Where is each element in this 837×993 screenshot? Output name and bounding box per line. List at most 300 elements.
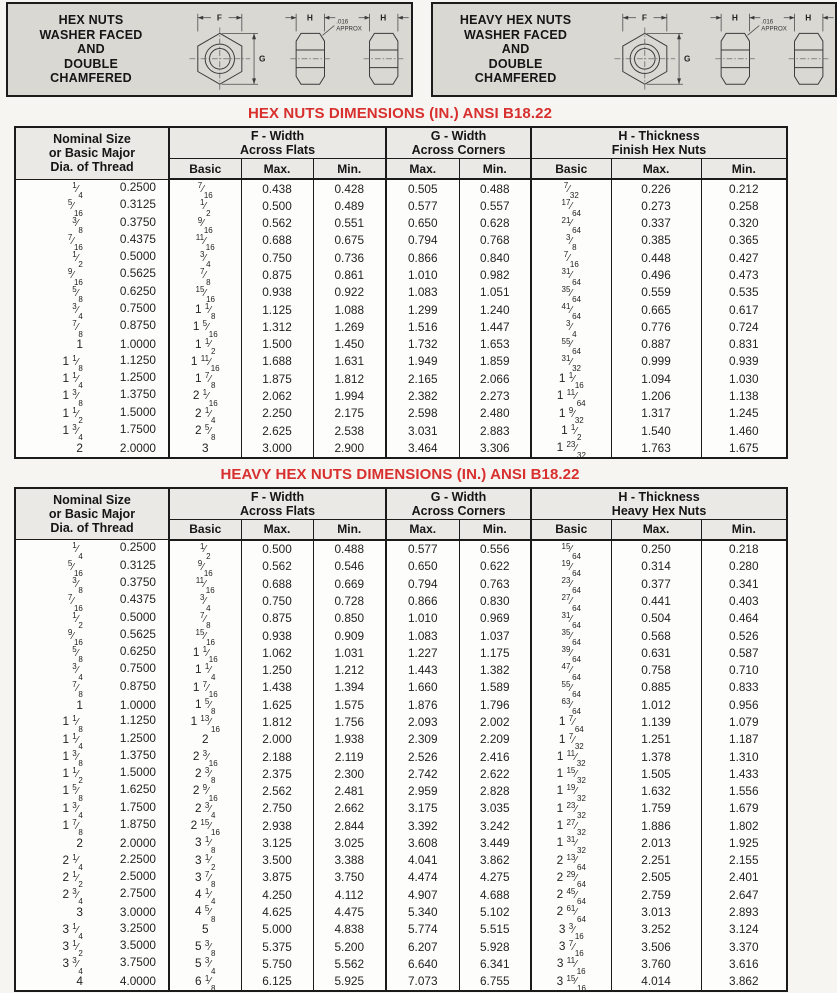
table-cell: $^{15}⁄_{64}$ <box>531 540 611 558</box>
caption-line: DOUBLE <box>64 56 118 71</box>
table-cell: 1.876 <box>386 696 459 713</box>
table-cell: 2.165 <box>386 370 459 387</box>
table-cell: $^7⁄_{16}$ <box>531 249 611 266</box>
table-cell: 2.309 <box>386 731 459 748</box>
hex-nut-technical-drawing <box>166 4 411 95</box>
heavy-hex-nuts-table-container <box>14 487 786 992</box>
cell-nominal: $^9⁄_{16}$ 0.5625 <box>67 626 156 648</box>
table-cell: 0.675 <box>313 232 386 249</box>
table-cell: $^1⁄_2$ <box>169 540 241 558</box>
table-cell: 4.625 <box>241 903 313 920</box>
table-cell: 3.306 <box>459 439 531 457</box>
table-cell: 5.000 <box>241 921 313 938</box>
table-cell: 2 $^{13}⁄_{64}$ <box>531 852 611 869</box>
table-cell: 2.481 <box>313 782 386 799</box>
table-cell: 1.675 <box>701 439 787 457</box>
table-row <box>15 869 787 886</box>
table-row <box>15 782 787 799</box>
cell-nominal: 3 3.0000 <box>76 905 156 920</box>
table-cell: 1.938 <box>313 731 386 748</box>
table-cell: 1.994 <box>313 387 386 404</box>
table-cell: 1.540 <box>611 422 701 439</box>
table-cell: 1.187 <box>701 731 787 748</box>
table-cell: 0.314 <box>611 558 701 575</box>
table-cell: 1.500 <box>241 336 313 353</box>
table-cell: 3.608 <box>386 834 459 851</box>
table-cell: 2.273 <box>459 387 531 404</box>
caption-line: AND <box>77 42 105 57</box>
table-cell: 1.088 <box>313 301 386 318</box>
dim-label-f: F <box>216 12 222 23</box>
arrowhead <box>291 16 296 20</box>
table-cell: 5.774 <box>386 921 459 938</box>
table-row <box>15 197 787 214</box>
header-subcolumn: Basic <box>531 519 611 540</box>
table-cell: $^7⁄_8$ <box>169 610 241 627</box>
caption-line: WASHER FACED <box>464 27 568 42</box>
cell-nominal: $^7⁄_{16}$ 0.4375 <box>67 592 156 613</box>
table-cell: 0.736 <box>313 249 386 266</box>
table-cell: $^9⁄_{16}$ <box>169 215 241 232</box>
table-cell: 0.551 <box>313 215 386 232</box>
table-cell: 0.710 <box>701 661 787 678</box>
table-cell: 0.861 <box>313 266 386 283</box>
table-cell: 2 $^{45}⁄_{64}$ <box>531 886 611 903</box>
table-cell: 2 $^{29}⁄_{64}$ <box>531 869 611 886</box>
table-cell: 3.125 <box>241 834 313 851</box>
table-cell: 0.473 <box>701 266 787 283</box>
arrowhead <box>661 16 666 20</box>
table-row <box>15 955 787 972</box>
header-group: G - Width Across Corners <box>386 127 531 159</box>
table-row <box>15 731 787 748</box>
table-cell: 2.000 <box>241 731 313 748</box>
table-cell: 1.312 <box>241 318 313 335</box>
cell-nominal: 3 $^1⁄_4$ 3.2500 <box>62 920 156 941</box>
table-cell: 1.394 <box>313 679 386 696</box>
table-cell: 0.577 <box>386 540 459 558</box>
table-cell: 0.631 <box>611 644 701 661</box>
table-cell: 1 $^1⁄_8$ <box>169 301 241 318</box>
table-cell: 1.653 <box>459 336 531 353</box>
table-cell: 2 $^3⁄_{16}$ <box>169 748 241 765</box>
cell-nominal: 1 1.0000 <box>76 697 156 712</box>
table-cell: $^{11}⁄_{16}$ <box>169 232 241 249</box>
table-cell: 2.505 <box>611 869 701 886</box>
table-cell: 1.382 <box>459 661 531 678</box>
table-cell: 1.925 <box>701 834 787 851</box>
table-cell: $^7⁄_{16}$ <box>169 179 241 197</box>
table-row <box>15 266 787 283</box>
table-cell: $^9⁄_{16}$ <box>169 558 241 575</box>
table-cell: 5.562 <box>313 955 386 972</box>
table-row <box>15 661 787 678</box>
table-cell: 0.438 <box>241 179 313 197</box>
table-cell: 2.900 <box>313 439 386 457</box>
table-cell: 7.073 <box>386 973 459 991</box>
table-cell: 1 $^1⁄_2$ <box>169 336 241 353</box>
table-cell: 1.886 <box>611 817 701 834</box>
header-subcolumn: Max. <box>611 159 701 180</box>
table-cell: 1 $^{11}⁄_{16}$ <box>169 353 241 370</box>
cell-nominal: 1 $^3⁄_8$ 1.3750 <box>62 387 156 408</box>
table-cell: 0.831 <box>701 336 787 353</box>
table-cell: 2.013 <box>611 834 701 851</box>
table-row <box>15 422 787 439</box>
table-cell: 0.650 <box>386 558 459 575</box>
table-cell: 0.337 <box>611 215 701 232</box>
washer-face-note: APPROX <box>760 25 787 33</box>
table-cell: 0.794 <box>386 575 459 592</box>
table-cell: $^{11}⁄_{16}$ <box>169 575 241 592</box>
table-cell: 0.448 <box>611 249 701 266</box>
table-cell: 3.370 <box>701 938 787 955</box>
dim-label-g: G <box>258 53 266 64</box>
table-cell: 2.526 <box>386 748 459 765</box>
table-cell: 1.812 <box>313 370 386 387</box>
table-cell: 1.625 <box>241 696 313 713</box>
table-cell: 0.688 <box>241 575 313 592</box>
header-subcolumn: Max. <box>386 519 459 540</box>
table-cell: 3.175 <box>386 800 459 817</box>
table-cell: 2.893 <box>701 903 787 920</box>
table-cell: 3.388 <box>313 852 386 869</box>
table-cell: 1.589 <box>459 679 531 696</box>
table-cell: 1 $^{15}⁄_{32}$ <box>531 765 611 782</box>
table-cell: 1 $^{27}⁄_{32}$ <box>531 817 611 834</box>
table-cell: 6.341 <box>459 955 531 972</box>
cell-nominal: $^3⁄_4$ 0.7500 <box>72 300 156 322</box>
arrowhead <box>622 16 627 20</box>
cell-nominal: $^3⁄_8$ 0.3750 <box>72 575 156 596</box>
table-cell: $^{41}⁄_{64}$ <box>531 301 611 318</box>
table-cell: 4 $^5⁄_8$ <box>169 903 241 920</box>
cell-nominal: 2 $^3⁄_4$ 2.7500 <box>62 886 156 907</box>
table-cell: 3.750 <box>313 869 386 886</box>
table-cell: 5 $^3⁄_8$ <box>169 938 241 955</box>
arrowhead <box>677 33 681 39</box>
table-cell: 0.956 <box>701 696 787 713</box>
cell-nominal: 4 4.0000 <box>76 974 156 989</box>
table-cell: $^{15}⁄_{16}$ <box>169 627 241 644</box>
header-group: F - Width Across Flats <box>169 127 386 159</box>
arrowhead <box>252 78 256 84</box>
table-cell: 1.505 <box>611 765 701 782</box>
table-cell: 5.102 <box>459 903 531 920</box>
table-cell: 1.875 <box>241 370 313 387</box>
table-cell: 3 $^7⁄_8$ <box>169 869 241 886</box>
table-row <box>15 938 787 955</box>
table-cell: 3.616 <box>701 955 787 972</box>
header-nominal-size: Nominal Size or Basic Major Dia. of Thread <box>15 488 169 540</box>
table-cell: 1.632 <box>611 782 701 799</box>
table-cell: 1.245 <box>701 405 787 422</box>
table-cell: $^3⁄_4$ <box>169 592 241 609</box>
arrowhead <box>325 16 330 20</box>
table-cell: 0.212 <box>701 179 787 197</box>
table-cell: 3.013 <box>611 903 701 920</box>
table-cell: 2.959 <box>386 782 459 799</box>
cell-nominal: 1 1.0000 <box>76 337 156 352</box>
table-cell: 2 $^1⁄_4$ <box>169 405 241 422</box>
cell-nominal: 1 $^7⁄_8$ 1.8750 <box>62 817 156 838</box>
table-cell: 1.212 <box>313 661 386 678</box>
table-row <box>15 610 787 627</box>
cell-nominal: 1 $^3⁄_4$ 1.7500 <box>62 421 156 443</box>
table-row <box>15 921 787 938</box>
caption-line: CHAMFERED <box>474 71 557 86</box>
table-cell: 2 $^3⁄_4$ <box>169 800 241 817</box>
table-cell: 3.862 <box>459 852 531 869</box>
table-row <box>15 817 787 834</box>
table-cell: 3.500 <box>241 852 313 869</box>
arrowhead <box>252 33 256 39</box>
cell-nominal: 1 $^1⁄_8$ 1.1250 <box>62 352 156 374</box>
cell-nominal: 1 $^5⁄_8$ 1.6250 <box>62 782 156 803</box>
table-row <box>15 696 787 713</box>
table-cell: 0.840 <box>459 249 531 266</box>
table-row <box>15 973 787 991</box>
table-cell: 0.628 <box>459 215 531 232</box>
table-cell: 4.250 <box>241 886 313 903</box>
header-subcolumn: Max. <box>611 519 701 540</box>
table-cell: 1.516 <box>386 318 459 335</box>
cell-nominal: $^3⁄_4$ 0.7500 <box>72 661 156 682</box>
table-cell: 0.885 <box>611 679 701 696</box>
table-cell: 2.119 <box>313 748 386 765</box>
table-cell: 1.443 <box>386 661 459 678</box>
cell-nominal: 2 2.0000 <box>76 440 156 455</box>
table-cell: 2 $^3⁄_8$ <box>169 765 241 782</box>
cell-nominal: 2 $^1⁄_2$ 2.5000 <box>62 868 156 890</box>
header-nominal-size: Nominal Size or Basic Major Dia. of Thread <box>15 127 169 179</box>
cell-nominal: 1 $^1⁄_4$ 1.2500 <box>62 730 156 751</box>
table-cell: 0.750 <box>241 249 313 266</box>
table-cell: 1.240 <box>459 301 531 318</box>
table-cell: 1 $^{11}⁄_{32}$ <box>531 748 611 765</box>
table-cell: 1.438 <box>241 679 313 696</box>
table-cell: 1.010 <box>386 610 459 627</box>
table-cell: 0.535 <box>701 284 787 301</box>
table-cell: 2.300 <box>313 765 386 782</box>
table-cell: 0.489 <box>313 197 386 214</box>
table-cell: 1 $^5⁄_8$ <box>169 696 241 713</box>
table-cell: 1 $^{23}⁄_{32}$ <box>531 439 611 457</box>
table-row <box>15 249 787 266</box>
table-cell: 2.750 <box>241 800 313 817</box>
table-row <box>15 852 787 869</box>
table-cell: 0.830 <box>459 592 531 609</box>
table-cell: 1.031 <box>313 644 386 661</box>
header-subcolumn: Max. <box>241 519 313 540</box>
table-row <box>15 903 787 920</box>
table-cell: 2.647 <box>701 886 787 903</box>
cell-nominal: $^1⁄_2$ 0.5000 <box>72 249 156 270</box>
table-cell: 0.875 <box>241 266 313 283</box>
table-cell: 0.938 <box>241 284 313 301</box>
table-cell: 2.480 <box>459 405 531 422</box>
table-cell: 4.907 <box>386 886 459 903</box>
table-cell: $^{39}⁄_{64}$ <box>531 644 611 661</box>
table-cell: 1.310 <box>701 748 787 765</box>
table-cell: 1 $^{13}⁄_{16}$ <box>169 713 241 730</box>
table-cell: 3.862 <box>701 973 787 991</box>
dim-label-h: H <box>306 12 313 23</box>
table-cell: 1.251 <box>611 731 701 748</box>
table-cell: 1.079 <box>701 713 787 730</box>
table-cell: 1.949 <box>386 353 459 370</box>
table-cell: 1.083 <box>386 284 459 301</box>
dim-label-h: H <box>731 12 738 23</box>
table-cell: 2.625 <box>241 422 313 439</box>
table-cell: 2.742 <box>386 765 459 782</box>
table-cell: 0.273 <box>611 197 701 214</box>
cell-nominal: 3 $^3⁄_4$ 3.7500 <box>62 955 156 976</box>
table-cell: 1.759 <box>611 800 701 817</box>
caption-line: AND <box>501 42 530 57</box>
table-cell: 0.938 <box>241 627 313 644</box>
header-subcolumn: Basic <box>531 159 611 180</box>
table-row <box>15 834 787 851</box>
table-cell: 0.982 <box>459 266 531 283</box>
caption-line: HEAVY HEX NUTS <box>459 13 572 28</box>
table-cell: 0.218 <box>701 540 787 558</box>
heavy-hex-nuts-table-title: HEAVY HEX NUTS DIMENSIONS (IN.) ANSI B18.22 <box>220 465 580 483</box>
cell-nominal: $^1⁄_4$ 0.2500 <box>72 179 156 201</box>
table-cell: 6.207 <box>386 938 459 955</box>
table-cell: 0.587 <box>701 644 787 661</box>
table-cell: 4.275 <box>459 869 531 886</box>
table-cell: 2.175 <box>313 405 386 422</box>
table-cell: 1.460 <box>701 422 787 439</box>
cell-nominal: 1 $^1⁄_4$ 1.2500 <box>62 370 156 391</box>
caption-line: WASHER FACED <box>39 27 143 42</box>
table-cell: 1.802 <box>701 817 787 834</box>
table-cell: $^{47}⁄_{64}$ <box>531 661 611 678</box>
cell-nominal: 3 $^1⁄_2$ 3.5000 <box>62 937 156 959</box>
table-row <box>15 800 787 817</box>
table-cell: 1.012 <box>611 696 701 713</box>
arrowhead <box>236 16 241 20</box>
arrowhead <box>822 16 827 20</box>
arrowhead <box>398 16 403 20</box>
header-group: F - Width Across Flats <box>169 488 386 520</box>
washer-face-note: APPROX <box>336 25 362 33</box>
table-row <box>15 387 787 404</box>
table-cell: 1.051 <box>459 284 531 301</box>
table-cell: 0.750 <box>241 592 313 609</box>
caption-line: DOUBLE <box>488 56 543 71</box>
table-cell: 2.250 <box>241 405 313 422</box>
table-row <box>15 284 787 301</box>
table-cell: 3.464 <box>386 439 459 457</box>
table-cell: 0.428 <box>313 179 386 197</box>
cell-nominal: 1 $^3⁄_4$ 1.7500 <box>62 799 156 820</box>
table-cell: 0.617 <box>701 301 787 318</box>
table-cell: 1 $^9⁄_{32}$ <box>531 405 611 422</box>
table-cell: 1.227 <box>386 644 459 661</box>
caption-line: HEX NUTS <box>58 13 124 28</box>
cell-nominal: $^1⁄_2$ 0.5000 <box>72 609 156 630</box>
table-cell: $^{63}⁄_{64}$ <box>531 696 611 713</box>
table-cell: 1 $^7⁄_{64}$ <box>531 713 611 730</box>
header-subcolumn: Min. <box>459 159 531 180</box>
table-cell: 3.000 <box>241 439 313 457</box>
cell-nominal: $^1⁄_4$ 0.2500 <box>72 540 156 561</box>
table-cell: 3.875 <box>241 869 313 886</box>
table-cell: 0.875 <box>241 610 313 627</box>
cell-nominal: $^3⁄_8$ 0.3750 <box>72 214 156 235</box>
table-cell: 2.155 <box>701 852 787 869</box>
table-cell: 2.401 <box>701 869 787 886</box>
table-cell: 0.794 <box>386 232 459 249</box>
arrowhead <box>716 16 721 20</box>
table-cell: 1.575 <box>313 696 386 713</box>
header-subcolumn: Basic <box>169 519 241 540</box>
table-cell: 0.650 <box>386 215 459 232</box>
table-row <box>15 301 787 318</box>
table-cell: 4 $^1⁄_4$ <box>169 886 241 903</box>
table-cell: 3.449 <box>459 834 531 851</box>
table-cell: 4.041 <box>386 852 459 869</box>
table-cell: 3 $^{15}⁄_{16}$ <box>531 973 611 991</box>
table-cell: 4.838 <box>313 921 386 938</box>
table-cell: $^{35}⁄_{64}$ <box>531 284 611 301</box>
table-cell: 2.844 <box>313 817 386 834</box>
table-cell: 4.474 <box>386 869 459 886</box>
table-cell: $^3⁄_4$ <box>531 318 611 335</box>
cell-nominal: 1 $^3⁄_8$ 1.3750 <box>62 747 156 769</box>
table-cell: 3 $^1⁄_8$ <box>169 834 241 851</box>
table-cell: 3.506 <box>611 938 701 955</box>
table-cell: 0.850 <box>313 610 386 627</box>
table-cell: 2.002 <box>459 713 531 730</box>
table-cell: 0.665 <box>611 301 701 318</box>
table-cell: 1.125 <box>241 301 313 318</box>
table-cell: 1.556 <box>701 782 787 799</box>
table-cell: 0.556 <box>459 540 531 558</box>
table-row <box>15 679 787 696</box>
header-subcolumn: Min. <box>701 159 787 180</box>
table-cell: 0.546 <box>313 558 386 575</box>
table-cell: 3.124 <box>701 921 787 938</box>
table-cell: 6 $^1⁄_8$ <box>169 973 241 991</box>
table-cell: $^7⁄_{32}$ <box>531 179 611 197</box>
table-cell: 2.416 <box>459 748 531 765</box>
header-subcolumn: Min. <box>459 519 531 540</box>
table-cell: 1.299 <box>386 301 459 318</box>
table-cell: 5 <box>169 921 241 938</box>
cell-nominal: $^5⁄_8$ 0.6250 <box>72 644 156 665</box>
table-cell: 0.577 <box>386 197 459 214</box>
header-subcolumn: Basic <box>169 159 241 180</box>
table-cell: 2 $^5⁄_8$ <box>169 422 241 439</box>
table-cell: 0.669 <box>313 575 386 592</box>
table-cell: 0.403 <box>701 592 787 609</box>
table-cell: 0.441 <box>611 592 701 609</box>
table-cell: 0.557 <box>459 197 531 214</box>
table-cell: $^{27}⁄_{64}$ <box>531 592 611 609</box>
table-cell: 5.340 <box>386 903 459 920</box>
table-cell: 0.969 <box>459 610 531 627</box>
table-cell: 0.763 <box>459 575 531 592</box>
table-cell: 1.139 <box>611 713 701 730</box>
table-cell: 3 $^1⁄_2$ <box>169 852 241 869</box>
cell-nominal: $^9⁄_{16}$ 0.5625 <box>67 266 156 287</box>
table-cell: 2.382 <box>386 387 459 404</box>
dim-label-h: H <box>380 12 387 23</box>
table-cell: $^{55}⁄_{64}$ <box>531 336 611 353</box>
